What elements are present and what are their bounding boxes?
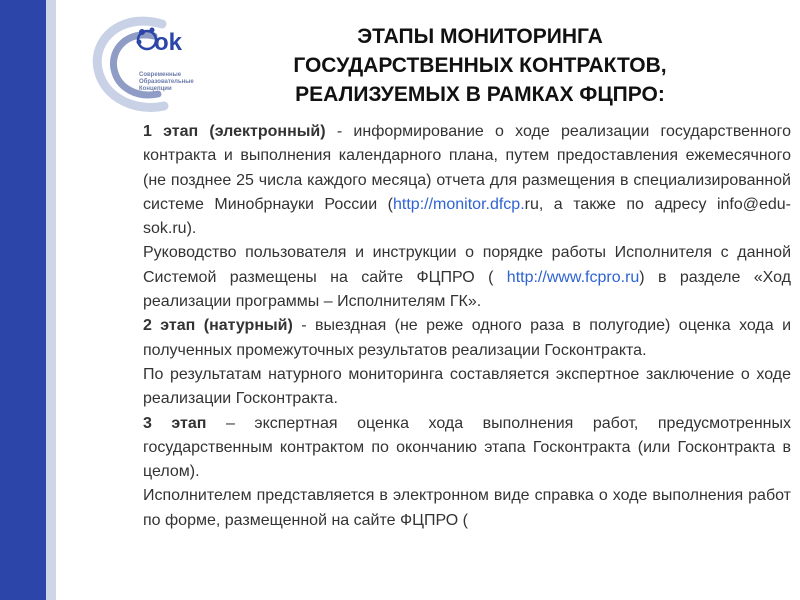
- title-line-1: ЭТАПЫ МОНИТОРИНГА: [357, 25, 603, 48]
- paragraph-stage-2: [143, 314, 791, 363]
- paragraph-text: ru, а также по адресу info@edu-sok.ru).: [143, 195, 792, 238]
- logo-mark: ok: [154, 29, 183, 56]
- title-line-2: ГОСУДАРСТВЕННЫХ КОНТРАКТОВ,: [293, 54, 667, 77]
- logo-caption: [139, 72, 194, 93]
- paragraph-stage-1: [143, 120, 791, 241]
- paragraph-text: Руководство пользователя и инструкции о порядке работы Исполнителя с данной Системой размещены на сайте ФЦПРО (: [143, 244, 791, 286]
- logo-caption-line: Образовательные: [139, 79, 194, 85]
- body-text: [143, 120, 791, 533]
- paragraph-text: – экспертная оценка хода выполнения работ, предусмотренных государственным контрактом по окончанию этапа Госконтракта (или Госконтракта в целом).: [143, 414, 791, 481]
- sok-logo: [92, 14, 202, 114]
- paragraph-text: - выездная (не реже одного раза в полугодие) оценка хода и полученных промежуточных результатов реализации Госконтракта.: [143, 317, 792, 359]
- paragraph-report: [143, 484, 791, 533]
- monitor-link[interactable]: http://monitor.dfcp.: [393, 195, 525, 213]
- left-light-stripe: [46, 0, 56, 600]
- logo-caption-line: Концепции: [139, 86, 172, 92]
- slide-title: [215, 22, 745, 109]
- sok-logo-icon: [92, 14, 202, 114]
- logo-caption-line: Современные: [139, 72, 182, 78]
- paragraph-text: - информирование о ходе реализации государственного контракта и выполнения календарного плана, путем предоставления ежемесячного (не позднее 25 числа каждого месяца) отчета для размещения в специализированной системе Минобрнауки России (: [143, 123, 791, 213]
- stage-1-heading: 1 этап (электронный): [143, 123, 326, 140]
- paragraph-text: Исполнителем представляется в электронном виде справка о ходе выполнения работ по форме, размещенной на сайте ФЦПРО (: [143, 487, 791, 529]
- left-blue-stripe: [0, 0, 46, 600]
- paragraph-user-guide: [143, 241, 791, 314]
- left-decorative-bar: [0, 0, 56, 600]
- paragraph-expert-conclusion: [143, 363, 791, 412]
- fcpro-link[interactable]: http://www.fcpro.ru: [506, 268, 640, 286]
- paragraph-text: По результатам натурного мониторинга составляется экспертное заключение о ходе реализации Госконтракта.: [143, 365, 791, 408]
- paragraph-stage-3: [143, 412, 791, 485]
- stage-2-heading: 2 этап (натурный): [143, 317, 293, 335]
- paragraph-text: ) в разделе «Ход реализации программы – Исполнителям ГК».: [143, 268, 792, 311]
- title-line-3: РЕАЛИЗУЕМЫХ В РАМКАХ ФЦПРО:: [295, 83, 665, 106]
- stage-3-heading: 3 этап: [143, 414, 207, 432]
